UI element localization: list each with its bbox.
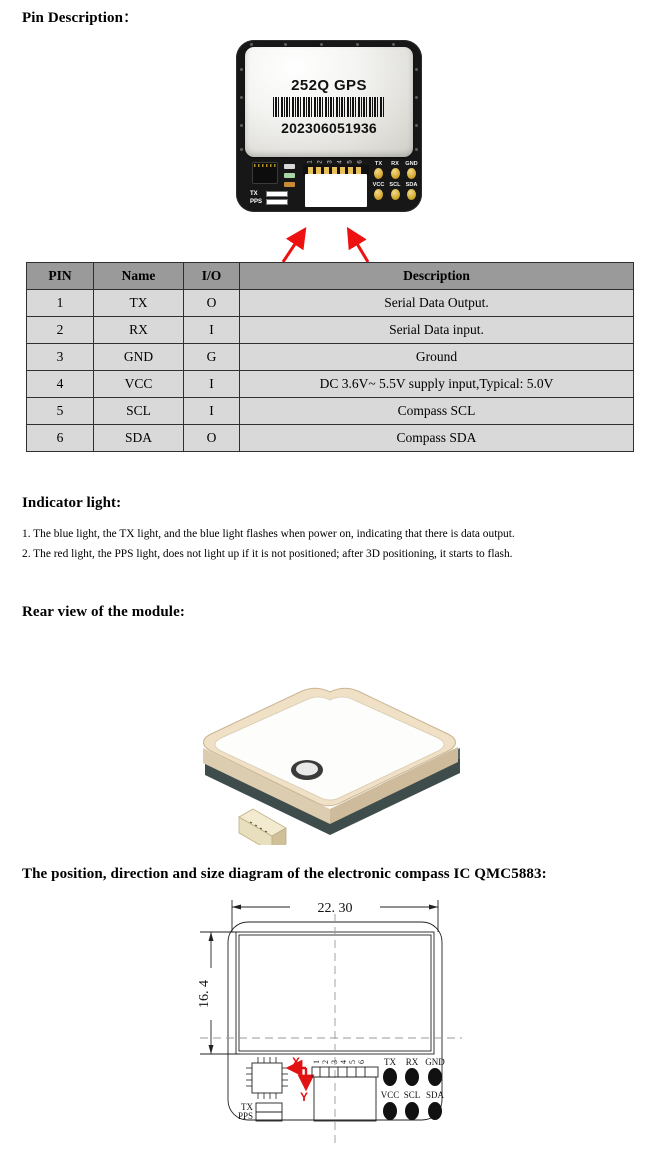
cell-pin: 4 — [27, 371, 94, 398]
pad-tx-label: TX — [374, 161, 383, 167]
connector-pin-numbers-drawing — [312, 1060, 366, 1064]
mount-hole — [250, 43, 253, 46]
smd-component — [284, 173, 295, 178]
pad-vcc-dot-drawing — [383, 1102, 397, 1120]
dim-arrow — [232, 905, 241, 910]
pad-sda-dot-drawing — [428, 1102, 442, 1120]
axis-x-label: X — [292, 1055, 301, 1069]
column-header-pin: PIN — [27, 263, 94, 290]
pad-vcc-label-drawing: VCC — [380, 1090, 400, 1100]
pad-rx — [389, 161, 402, 179]
column-header-description: Description — [240, 263, 634, 290]
connector-pin-number: 5 — [348, 1060, 357, 1064]
pad-gnd-dot — [407, 168, 416, 179]
ceramic-antenna — [245, 47, 413, 157]
dimension-width-label: 22. 30 — [317, 901, 353, 916]
pad-tx-dot — [374, 168, 383, 179]
connector-pins — [308, 167, 364, 174]
rear-view-svg — [0, 630, 660, 845]
connector-pin-number: 5 — [348, 160, 354, 164]
cell-desc: Ground — [240, 344, 634, 371]
mount-hole — [415, 68, 418, 71]
led-tx — [250, 190, 302, 198]
rear-center-pin-inner — [296, 763, 318, 776]
pad-vcc-dot — [374, 189, 383, 200]
mount-hole — [240, 68, 243, 71]
led-tx-label: TX — [250, 191, 258, 197]
indicator-light-notes — [22, 526, 638, 566]
cell-name: SDA — [94, 425, 184, 452]
dim-arrow — [209, 1045, 214, 1054]
cell-io: I — [184, 398, 240, 425]
cell-name: GND — [94, 344, 184, 371]
pad-gnd-dot-drawing — [428, 1068, 442, 1086]
mount-hole — [284, 43, 287, 46]
compass-technical-drawing — [0, 890, 660, 1152]
pad-scl-label: SCL — [389, 182, 401, 188]
led-tx-lamp — [266, 191, 288, 197]
cell-desc: DC 3.6V~ 5.5V supply input,Typical: 5.0V — [240, 371, 634, 398]
connector-pin-number: 3 — [328, 160, 334, 164]
pad-tx-dot-drawing — [383, 1068, 397, 1086]
pad-vcc — [372, 182, 385, 200]
connector-pin-number: 1 — [308, 160, 314, 164]
cell-name: SCL — [94, 398, 184, 425]
pad-gnd — [405, 161, 418, 179]
led-pps — [250, 198, 302, 206]
connector-pin-number: 3 — [330, 1060, 339, 1064]
cell-io: I — [184, 317, 240, 344]
compass-ic — [252, 162, 278, 184]
module-model-label: 252Q GPS — [291, 77, 367, 94]
table-header-row — [27, 263, 634, 290]
solder-pads-drawing — [381, 1057, 446, 1120]
axis-y-label: Y — [300, 1090, 309, 1104]
dim-arrow — [429, 905, 438, 910]
connector-pin-number: 1 — [312, 1060, 321, 1064]
mount-hole — [320, 43, 323, 46]
connector-pin-number: 6 — [358, 160, 364, 164]
cell-pin: 6 — [27, 425, 94, 452]
column-header-name: Name — [94, 263, 184, 290]
mount-hole — [240, 96, 243, 99]
pad-sda — [405, 182, 418, 200]
led-indicators — [250, 190, 302, 206]
pad-rx-dot — [391, 168, 400, 179]
table-row — [27, 371, 634, 398]
rear-connector — [239, 809, 286, 845]
pin-callout-arrows — [255, 210, 385, 266]
section-heading-compass-diagram: The position, direction and size diagram of the electronic compass IC QMC5883: — [22, 866, 547, 882]
led-pps-label: PPS — [250, 199, 263, 205]
pad-rx-dot-drawing — [405, 1068, 419, 1086]
mount-hole — [415, 148, 418, 151]
mount-hole — [392, 43, 395, 46]
cell-io: O — [184, 290, 240, 317]
indicator-note-1: 1. The blue light, the TX light, and the blue light flashes when power on, indicating that there is data output. — [22, 528, 515, 540]
connector-pin-number: 2 — [318, 160, 324, 164]
smd-component — [284, 182, 295, 187]
table-row — [27, 317, 634, 344]
pad-scl-dot-drawing — [405, 1102, 419, 1120]
table-row — [27, 344, 634, 371]
section-heading-indicator-light: Indicator light: — [22, 495, 122, 511]
pad-tx-label-drawing: TX — [384, 1057, 396, 1067]
pad-sda-dot — [407, 189, 416, 200]
table-row — [27, 290, 634, 317]
mount-hole — [240, 124, 243, 127]
cell-pin: 2 — [27, 317, 94, 344]
cell-name: TX — [94, 290, 184, 317]
page-title-pin-description: Pin Description： — [22, 10, 139, 26]
cell-desc: Serial Data Output. — [240, 290, 634, 317]
pad-rx-label-drawing: RX — [405, 1057, 419, 1067]
smd-resistor — [284, 164, 295, 169]
cell-io: G — [184, 344, 240, 371]
mount-hole — [415, 124, 418, 127]
pad-rx-label: RX — [391, 161, 399, 167]
cell-pin: 5 — [27, 398, 94, 425]
cell-desc: Compass SCL — [240, 398, 634, 425]
solder-pad-grid — [372, 161, 418, 209]
gps-module-body — [236, 40, 422, 212]
gps-module-photo — [0, 38, 660, 253]
barcode-icon — [273, 97, 385, 117]
cell-name: RX — [94, 317, 184, 344]
led-pps-label-drawing: PPS — [237, 1111, 253, 1121]
led-pps-lamp — [266, 199, 288, 205]
connector-pin-number: 4 — [338, 160, 344, 164]
cell-pin: 1 — [27, 290, 94, 317]
pad-tx — [372, 161, 385, 179]
pad-sda-label-drawing: SDA — [425, 1090, 445, 1100]
pad-gnd-label: GND — [405, 161, 418, 167]
indicator-note-2: 2. The red light, the PPS light, does not light up if it is not positioned; after 3D positioning, it starts to flash. — [22, 548, 513, 560]
cell-desc: Compass SDA — [240, 425, 634, 452]
section-heading-rear-view: Rear view of the module: — [22, 604, 185, 620]
rear-view-render — [0, 630, 660, 845]
connector-pin-number: 2 — [321, 1060, 330, 1064]
cell-io: I — [184, 371, 240, 398]
qmc5883-ic-footprint — [246, 1057, 288, 1099]
pad-scl — [389, 182, 402, 200]
table-row — [27, 425, 634, 452]
cell-desc: Serial Data input. — [240, 317, 634, 344]
ic-pads — [254, 164, 276, 167]
mount-hole — [240, 148, 243, 151]
solder-pad-row-top — [372, 161, 418, 179]
compass-drawing-svg — [0, 890, 660, 1152]
dim-arrow — [209, 932, 214, 941]
connector-pin-number: 4 — [339, 1060, 348, 1064]
pin-description-table — [26, 262, 634, 452]
pad-sda-label: SDA — [405, 182, 418, 188]
pad-gnd-label-drawing: GND — [425, 1057, 445, 1067]
table-row — [27, 398, 634, 425]
cell-name: VCC — [94, 371, 184, 398]
cell-pin: 3 — [27, 344, 94, 371]
connector-housing — [305, 174, 367, 207]
solder-pad-row-bottom — [372, 182, 418, 200]
connector-footprint — [312, 1067, 378, 1121]
pad-scl-label-drawing: SCL — [403, 1090, 421, 1100]
connector-pin-number: 6 — [357, 1060, 366, 1064]
led-pads-drawing — [256, 1103, 282, 1121]
dimension-height-label: 16. 4 — [197, 980, 212, 1008]
compass-axis-arrows — [288, 1068, 306, 1089]
cell-io: O — [184, 425, 240, 452]
led-tx-label-drawing: TX — [241, 1102, 253, 1112]
module-serial-number: 202306051936 — [281, 120, 377, 136]
pad-vcc-label: VCC — [372, 182, 385, 188]
mount-hole — [356, 43, 359, 46]
column-header-io: I/O — [184, 263, 240, 290]
pad-scl-dot — [391, 189, 400, 200]
mount-hole — [415, 96, 418, 99]
